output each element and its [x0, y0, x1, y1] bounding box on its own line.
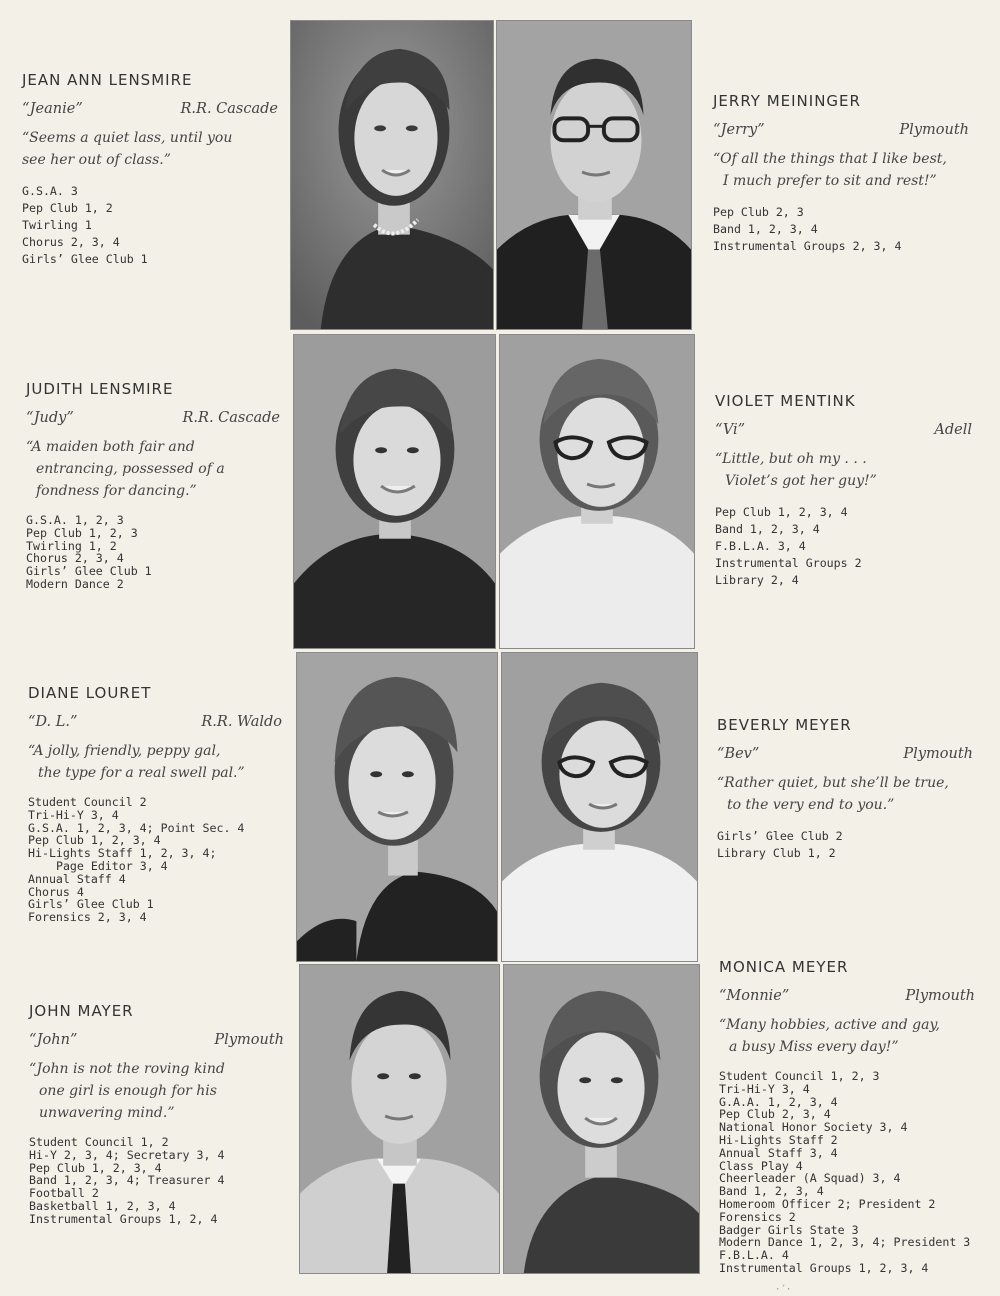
activity-line: Pep Club 1, 2 — [22, 201, 113, 215]
activity-line: G.A.A. 1, 2, 3, 4 — [719, 1094, 838, 1109]
student-activities — [29, 1136, 284, 1226]
quote-line: “A maiden both fair and — [26, 439, 195, 455]
activity-line: Student Council 1, 2 — [29, 1135, 169, 1149]
student-activities — [26, 514, 280, 591]
student-name: JEAN ANN LENSMIRE — [22, 71, 193, 89]
activity-line: Twirling 1, 2 — [26, 538, 117, 553]
nickname-row — [26, 410, 280, 426]
student-activities — [28, 796, 282, 924]
portrait-john-mayer — [299, 964, 500, 1274]
student-name: DIANE LOURET — [28, 684, 152, 702]
activity-line: Chorus 4 — [28, 884, 84, 899]
student-town: R.R. Cascade — [182, 410, 280, 426]
student-name: BEVERLY MEYER — [717, 716, 852, 734]
quote-line: “A jolly, friendly, peppy gal, — [28, 743, 221, 759]
activity-line: Chorus 2, 3, 4 — [26, 551, 124, 566]
entry-monica-meyer — [719, 958, 981, 1275]
entry-john-mayer — [29, 1002, 284, 1226]
portrait-beverly-meyer — [501, 652, 698, 962]
student-name: JUDITH LENSMIRE — [26, 380, 174, 398]
nickname-row — [28, 714, 282, 730]
activity-line: Twirling 1 — [22, 218, 92, 232]
activity-line: Band 1, 2, 3, 4 — [719, 1184, 824, 1199]
activity-line: Girls’ Glee Club 1 — [28, 897, 154, 912]
student-town: Plymouth — [899, 122, 969, 138]
portrait-judith-lensmire — [293, 334, 496, 649]
student-activities — [22, 183, 278, 268]
student-quote — [719, 1014, 981, 1058]
entry-jean-ann-lensmire — [22, 71, 278, 268]
activity-line: Pep Club 2, 3 — [713, 205, 804, 219]
quote-line: to the very end to you.” — [727, 797, 895, 813]
student-name: VIOLET MENTINK — [715, 392, 856, 410]
quote-line: “Little, but oh my . . . — [715, 451, 867, 467]
student-quote — [717, 772, 973, 816]
nickname-row — [715, 422, 972, 438]
activity-line: Chorus 2, 3, 4 — [22, 235, 120, 249]
quote-line: one girl is enough for his — [39, 1083, 217, 1099]
activity-line: Pep Club 2, 3, 4 — [719, 1107, 831, 1122]
student-nickname: “Judy” — [26, 410, 74, 426]
activity-line: Pep Club 1, 2, 3, 4 — [715, 505, 848, 519]
nickname-row — [29, 1032, 284, 1048]
student-quote — [26, 436, 280, 502]
activity-line: Homeroom Officer 2; President 2 — [719, 1196, 936, 1211]
entry-diane-louret — [28, 684, 282, 924]
student-quote — [29, 1058, 284, 1124]
activity-line: Tri-Hi-Y 3, 4 — [28, 807, 119, 822]
quote-line: “Of all the things that I like best, — [713, 151, 947, 167]
quote-line: see her out of class.” — [22, 152, 171, 168]
quote-line: “John is not the roving kind — [29, 1061, 225, 1077]
activity-line: F.B.L.A. 4 — [719, 1248, 789, 1263]
student-town: Plymouth — [214, 1032, 284, 1048]
student-quote — [28, 740, 282, 784]
portrait-jean-ann-lensmire — [290, 20, 494, 330]
quote-line: “Seems a quiet lass, until you — [22, 130, 233, 146]
student-nickname: “Monnie” — [719, 988, 790, 1004]
activity-line: Library Club 1, 2 — [717, 846, 836, 860]
student-quote — [22, 127, 278, 171]
student-activities — [713, 204, 969, 255]
activity-line: Band 1, 2, 3, 4 — [713, 222, 818, 236]
student-name: MONICA MEYER — [719, 958, 849, 976]
activity-line: Student Council 1, 2, 3 — [719, 1069, 880, 1083]
activity-line: Pep Club 1, 2, 3, 4 — [29, 1160, 162, 1175]
activity-line: Modern Dance 1, 2, 3, 4; President 3 — [719, 1235, 971, 1250]
activity-line: Class Play 4 — [719, 1158, 803, 1173]
nickname-row — [717, 746, 973, 762]
activity-line: Cheerleader (A Squad) 3, 4 — [719, 1171, 901, 1186]
entry-beverly-meyer — [717, 716, 973, 862]
entry-judith-lensmire — [26, 380, 280, 591]
student-town: R.R. Waldo — [201, 714, 282, 730]
student-name: JERRY MEININGER — [713, 92, 861, 110]
quote-line: fondness for dancing.” — [36, 483, 197, 499]
activity-line: Girls’ Glee Club 1 — [26, 564, 152, 579]
activity-line: Instrumental Groups 1, 2, 3, 4 — [719, 1260, 929, 1275]
activity-line: Annual Staff 4 — [28, 871, 126, 886]
student-nickname: “Jeanie” — [22, 101, 83, 117]
quote-line: I much prefer to sit and rest!” — [723, 173, 937, 189]
student-nickname: “Jerry” — [713, 122, 765, 138]
activity-line: Band 1, 2, 3, 4; Treasurer 4 — [29, 1173, 225, 1188]
quote-line: the type for a real swell pal.” — [38, 765, 245, 781]
activity-line: G.S.A. 1, 2, 3, 4; Point Sec. 4 — [28, 820, 245, 835]
quote-line: “Many hobbies, active and gay, — [719, 1017, 940, 1033]
activity-line: Library 2, 4 — [715, 573, 799, 587]
activity-line: National Honor Society 3, 4 — [719, 1120, 908, 1135]
activity-line: Modern Dance 2 — [26, 576, 124, 591]
activity-line: Football 2 — [29, 1186, 99, 1201]
quote-line: a busy Miss every day!” — [729, 1039, 899, 1055]
student-nickname: “Vi” — [715, 422, 746, 438]
activity-line: Instrumental Groups 2, 3, 4 — [713, 239, 902, 253]
portrait-jerry-meininger — [496, 20, 692, 330]
student-quote — [715, 448, 972, 492]
student-town: R.R. Cascade — [180, 101, 278, 117]
activity-line: Basketball 1, 2, 3, 4 — [29, 1198, 176, 1213]
nickname-row — [713, 122, 969, 138]
quote-line: unwavering mind.” — [39, 1105, 175, 1121]
activity-line: Hi-Lights Staff 2 — [719, 1132, 838, 1147]
student-activities — [719, 1070, 981, 1275]
quote-line: “Rather quiet, but she’ll be true, — [717, 775, 949, 791]
activity-line: Girls’ Glee Club 1 — [22, 252, 148, 266]
student-quote — [713, 148, 969, 192]
activity-line: Hi-Y 2, 3, 4; Secretary 3, 4 — [29, 1147, 225, 1162]
student-town: Plymouth — [903, 746, 973, 762]
entry-violet-mentink — [715, 392, 972, 589]
activity-line: Student Council 2 — [28, 795, 147, 809]
activity-line: Forensics 2, 3, 4 — [28, 910, 147, 925]
student-nickname: “Bev” — [717, 746, 760, 762]
activity-line: F.B.L.A. 3, 4 — [715, 539, 806, 553]
portrait-diane-louret — [296, 652, 498, 962]
quote-line: Violet’s got her guy!” — [725, 473, 877, 489]
activity-line: Pep Club 1, 2, 3, 4 — [28, 833, 161, 848]
activity-line: Hi-Lights Staff 1, 2, 3, 4; — [28, 846, 217, 861]
nickname-row — [22, 101, 278, 117]
student-town: Adell — [934, 422, 972, 438]
activity-line: Girls’ Glee Club 2 — [717, 829, 843, 843]
activity-line: Annual Staff 3, 4 — [719, 1145, 838, 1160]
student-name: JOHN MAYER — [29, 1002, 134, 1020]
entry-jerry-meininger — [713, 92, 969, 255]
page-mark: ·´· — [775, 1285, 792, 1295]
activity-line: Instrumental Groups 1, 2, 4 — [29, 1211, 218, 1226]
student-nickname: “D. L.” — [28, 714, 78, 730]
student-town: Plymouth — [905, 988, 975, 1004]
activity-line: Pep Club 1, 2, 3 — [26, 525, 138, 540]
quote-line: entrancing, possessed of a — [36, 461, 225, 477]
activity-line: G.S.A. 3 — [22, 184, 78, 198]
activity-line: Band 1, 2, 3, 4 — [715, 522, 820, 536]
nickname-row — [719, 988, 981, 1004]
activity-line: Badger Girls State 3 — [719, 1222, 859, 1237]
student-activities — [715, 504, 972, 589]
student-activities — [717, 828, 973, 862]
activity-line: Instrumental Groups 2 — [715, 556, 862, 570]
activity-line: G.S.A. 1, 2, 3 — [26, 513, 124, 527]
portrait-violet-mentink — [499, 334, 695, 649]
activity-line: Forensics 2 — [719, 1209, 796, 1224]
activity-line: Page Editor 3, 4 — [42, 858, 168, 873]
student-nickname: “John” — [29, 1032, 78, 1048]
activity-line: Tri-Hi-Y 3, 4 — [719, 1081, 810, 1096]
portrait-monica-meyer — [503, 964, 700, 1274]
